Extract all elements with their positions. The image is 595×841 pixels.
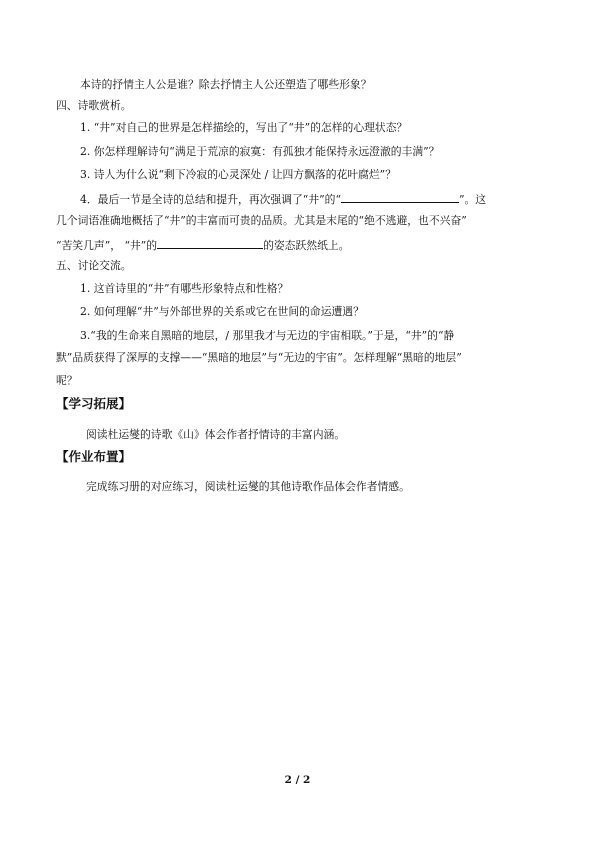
question-4-tail: ”。这 xyxy=(458,193,487,206)
question-4-end-text: “苦笑几声”， “井”的 xyxy=(56,239,158,252)
heading-learning-extension: 【学习拓展】 xyxy=(56,396,132,411)
section-heading-discussion: 五、讨论交流。 xyxy=(56,259,132,272)
answer-blank-2[interactable] xyxy=(157,237,263,249)
heading-homework: 【作业布置】 xyxy=(56,449,132,464)
page-number: 2 / 2 xyxy=(284,774,311,786)
section-heading-appreciation: 四、诗歌赏析。 xyxy=(56,99,132,112)
discussion-3: 3.“我的生命来自黑暗的地层，/ 那里我才与无边的宇宙相联。”于是，“井”的“静 xyxy=(80,329,455,342)
discussion-1: 1. 这首诗里的“井”有哪些形象特点和性格？ xyxy=(80,282,289,295)
question-4-end-tail: 的姿态跃然纸上。 xyxy=(263,239,350,252)
question-lyric-subject: 本诗的抒情主人公是谁？除去抒情主人公还塑造了哪些形象？ xyxy=(80,78,372,91)
discussion-2: 2. 如何理解“井”与外部世界的关系或它在世间的命运遭遇？ xyxy=(80,305,364,318)
question-1: 1. “井”对自己的世界是怎样描绘的，写出了“井”的怎样的心理状态？ xyxy=(80,121,408,134)
discussion-3-continued: 默”品质获得了深厚的支撑——“黑暗的地层”与“无边的宇宙”。怎样理解“黑暗的地层” xyxy=(56,351,462,364)
question-4-continued: 几个词语准确地概括了“井”的丰富而可贵的品质。尤其是末尾的“绝不逃避，也不兴奋” xyxy=(56,214,467,227)
question-2: 2. 你怎样理解诗句“满足于荒凉的寂寞：有孤独才能保持永远澄澈的丰满”？ xyxy=(80,145,440,158)
homework-text: 完成练习册的对应练习，阅读杜运燮的其他诗歌作品体会作者情感。 xyxy=(86,480,410,493)
question-4-line xyxy=(80,191,486,207)
answer-blank-1[interactable] xyxy=(341,191,459,203)
question-4-text: 4．最后一节是全诗的总结和提升，再次强调了“井”的“ xyxy=(80,193,341,206)
question-4-end xyxy=(56,237,349,253)
discussion-3-end: 呢？ xyxy=(56,374,78,387)
extension-text: 阅读杜运燮的诗歌《山》体会作者抒情诗的丰富内涵。 xyxy=(86,428,346,441)
question-3: 3. 诗人为什么说“剩下冷寂的心灵深处 / 让四方飘落的花叶腐烂”？ xyxy=(80,168,396,181)
